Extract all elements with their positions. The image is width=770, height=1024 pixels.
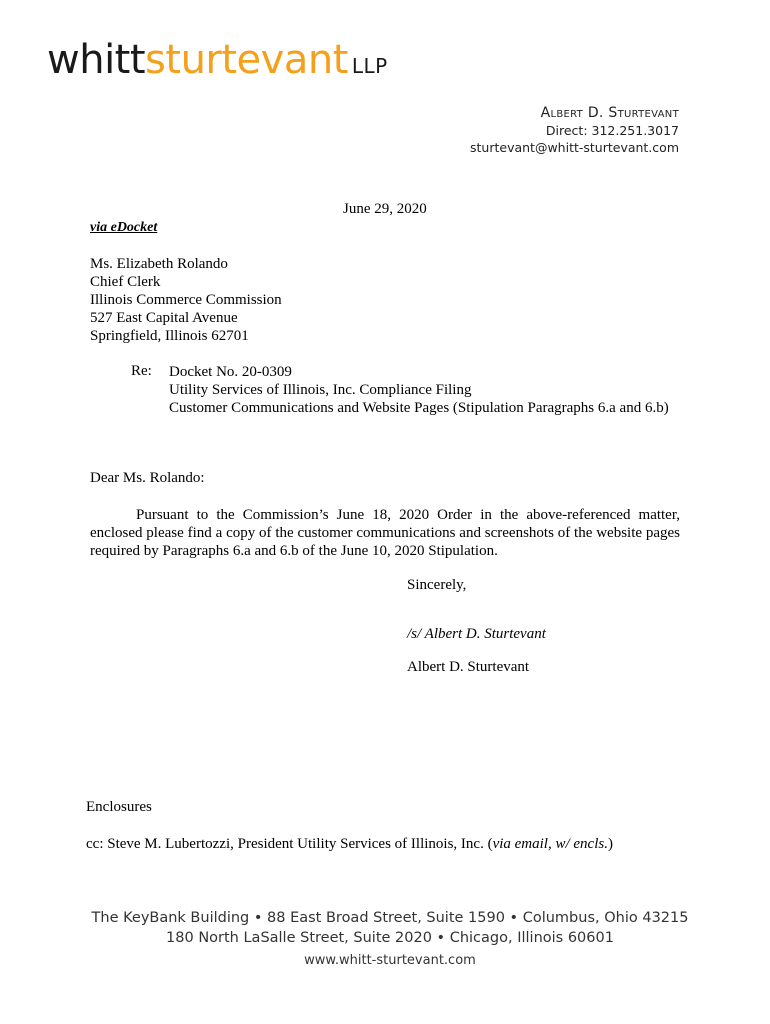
re-line: Utility Services of Illinois, Inc. Compliance Filing bbox=[169, 382, 472, 398]
recipient-line: Ms. Elizabeth Rolando bbox=[90, 256, 228, 272]
e-signature: /s/ Albert D. Sturtevant bbox=[407, 626, 546, 642]
logo-part-sturtevant: sturtevant bbox=[145, 37, 348, 83]
footer-website: www.whitt-sturtevant.com bbox=[304, 953, 476, 968]
cc-end: ) bbox=[607, 836, 613, 852]
firm-logo bbox=[47, 37, 388, 83]
letter-date: June 29, 2020 bbox=[343, 201, 427, 217]
re-label: Re: bbox=[131, 363, 152, 379]
cc-italic: via email, w/ encls. bbox=[492, 836, 608, 852]
salutation: Dear Ms. Rolando: bbox=[90, 470, 205, 486]
cc-line bbox=[86, 836, 613, 853]
sender-block bbox=[470, 105, 679, 156]
re-line: Customer Communications and Website Pages (Stipulation Paragraphs 6.a and 6.b) bbox=[169, 400, 669, 416]
recipient-line: Springfield, Illinois 62701 bbox=[90, 328, 249, 344]
body-paragraph: Pursuant to the Commission’s June 18, 2020 Order in the above-referenced matter, enclosed please find a copy of the customer communications and screenshots of the website pages required by Paragraphs 6.a and 6.b of the June 10, 2020 Stipulation. bbox=[90, 507, 680, 559]
enclosures-note: Enclosures bbox=[86, 799, 152, 815]
sender-direct: Direct: 312.251.3017 bbox=[545, 123, 679, 138]
footer-address-2: 180 North LaSalle Street, Suite 2020 • Chicago, Illinois 60601 bbox=[166, 930, 614, 946]
delivery-method: via eDocket bbox=[90, 220, 158, 235]
footer-address-1: The KeyBank Building • 88 East Broad Street, Suite 1590 • Columbus, Ohio 43215 bbox=[91, 910, 689, 926]
signer-name: Albert D. Sturtevant bbox=[407, 659, 530, 675]
logo-part-whitt: whitt bbox=[47, 37, 146, 83]
sender-email: sturtevant@whitt-sturtevant.com bbox=[470, 140, 679, 155]
recipient-line: Chief Clerk bbox=[90, 274, 161, 290]
re-line: Docket No. 20-0309 bbox=[169, 364, 292, 380]
re-subject bbox=[169, 363, 669, 417]
closing: Sincerely, bbox=[407, 577, 467, 593]
logo-suffix: LLP bbox=[351, 54, 388, 78]
sender-name: Albert D. Sturtevant bbox=[540, 105, 679, 121]
recipient-address bbox=[90, 255, 282, 345]
recipient-line: Illinois Commerce Commission bbox=[90, 292, 282, 308]
recipient-line: 527 East Capital Avenue bbox=[90, 310, 238, 326]
cc-text: cc: Steve M. Lubertozzi, President Utility Services of Illinois, Inc. ( bbox=[86, 836, 493, 852]
